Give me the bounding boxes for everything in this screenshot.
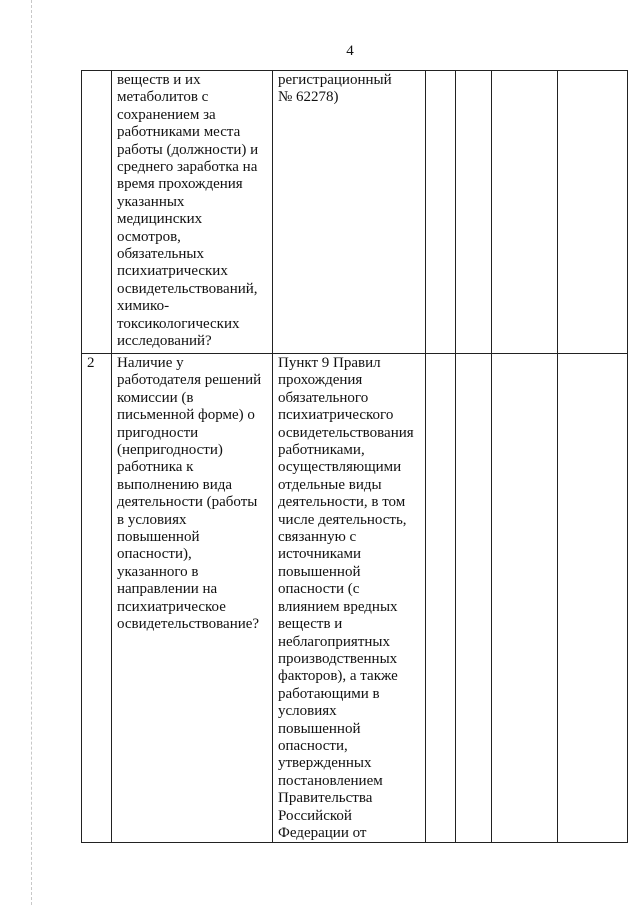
not-applicable-cell [492,71,558,354]
not-applicable-cell [492,354,558,843]
page-number: 4 [346,43,354,59]
row-number [82,71,112,354]
row-number: 2 [82,354,112,843]
note-cell [558,71,628,354]
checklist-table [81,70,628,843]
question-cell: веществ и их метаболитов с сохранением за работниками места работы (должности) и среднего заработка на время прохождения указанных медицинских осмотров, обязательных психиатрических освидетельствований, химико- токсикологических исследований? [112,71,273,354]
answer-yes-cell [426,71,456,354]
reference-cell: регистрационный № 62278) [273,71,426,354]
reference-cell: Пункт 9 Правил прохождения обязательного психиатрического освидетельствования работниками, осуществляющими отдельные виды деятельности, в том числе деятельность, связанную с источниками повышенной опасности (с влиянием вредных веществ и неблагоприятных производственных факторов), а также работающими в условиях повышенной опасности, утвержденных постановлением Правительства Российской Федерации от [273,354,426,843]
note-cell [558,354,628,843]
scan-margin-mark [31,0,32,905]
question-cell: Наличие у работодателя решений комиссии (в письменной форме) о пригодности (непригодности) работника к выполнению вида деятельности (работы в условиях повышенной опасности), указанного в направлении на психиатрическое освидетельствование? [112,354,273,843]
table-row [82,71,628,354]
table-row [82,354,628,843]
answer-yes-cell [426,354,456,843]
answer-no-cell [456,354,492,843]
answer-no-cell [456,71,492,354]
